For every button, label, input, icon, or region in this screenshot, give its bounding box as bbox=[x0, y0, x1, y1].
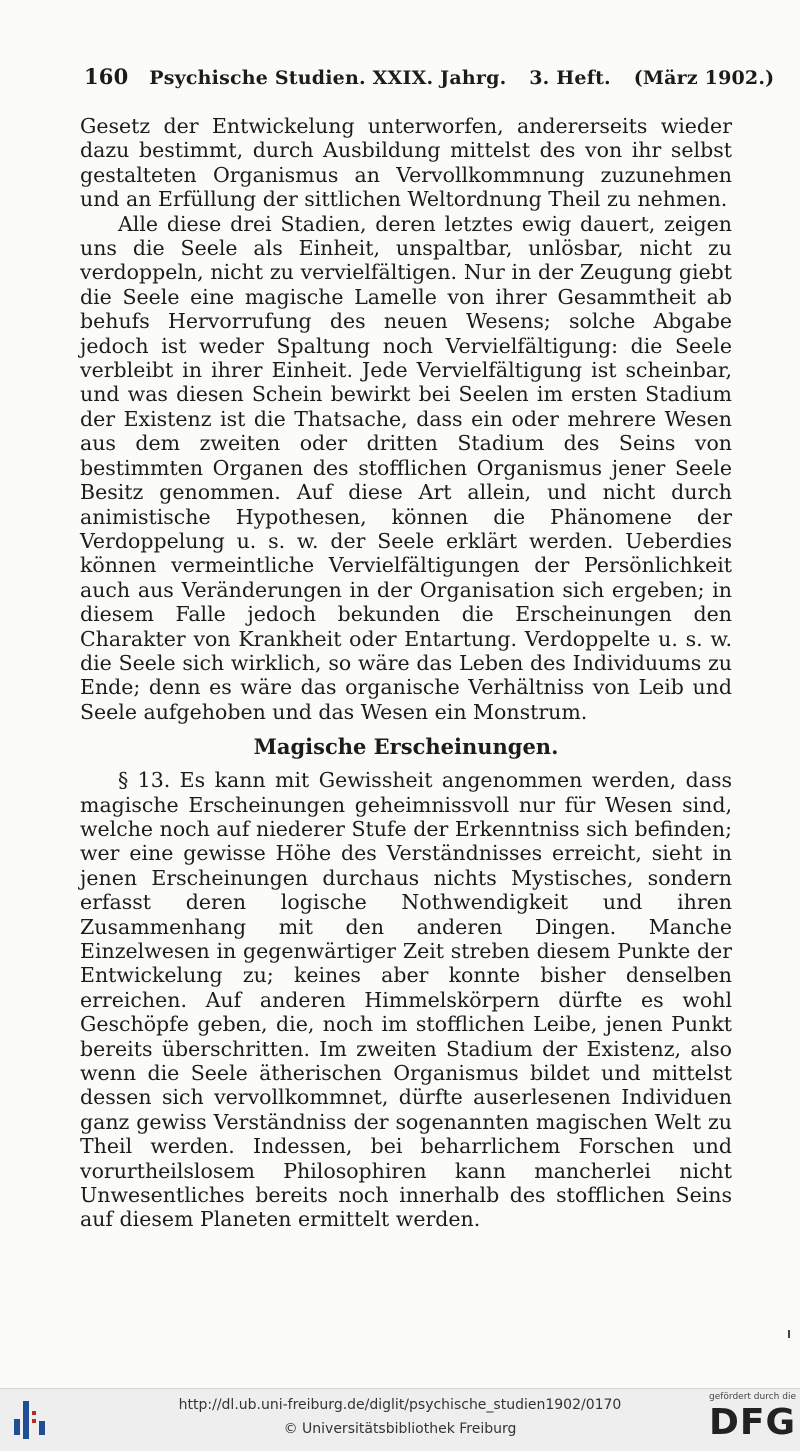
library-logo-icon bbox=[12, 1397, 48, 1441]
section-heading: Magische Erscheinungen. bbox=[253, 734, 559, 760]
body-text bbox=[80, 114, 732, 1232]
issue-date: (März 1902.) bbox=[633, 67, 775, 89]
paragraph-continuation: Gesetz der Entwickelung unterworfen, andererseits wieder dazu bestimmt, durch Ausbildung mittelst des von ihr selbst gestalteten Organismus an Vervollkommnung zuzunehmen und an Erfüllung der sittlichen Weltordnung Theil zu nehmen. bbox=[80, 114, 732, 212]
paragraph-section-13: § 13. Es kann mit Gewissheit angenommen werden, dass magische Erscheinungen geheimnissvoll nur für Wesen sind, welche noch auf niederer Stufe der Erkenntniss sich befinden; wer eine gewisse Höhe des Verständnisses erreicht, sieht in jenen Erscheinungen durchaus nichts Mystisches, sondern erfasst deren logische Nothwendigkeit und ihren Zusammenhang mit den anderen Dingen. Manche Einzelwesen in gegenwärtiger Zeit streben diesem Punkte der Entwickelung zu; keines aber konnte bisher denselben erreichen. Auf anderen Himmelskörpern dürfte es wohl Geschöpfe geben, die, noch im stofflichen Leibe, jenen Punkt bereits überschritten. Im zweiten Stadium der Existenz, also wenn die Seele ätherischen Organismus bildet und mittelst dessen sich vervollkommnet, dürfte auserlesenen Individuen ganz gewiss Verständniss der sogenannten magischen Welt zu Theil werden. Indessen, bei beharrlichem Forschen und vorurtheilslosem Philosophiren kann mancherlei nicht Unwesentliches bereits noch innerhalb des stofflichen Seins auf diesem Planeten ermittelt werden. bbox=[80, 768, 732, 1232]
running-head bbox=[84, 64, 775, 89]
dfg-funding-note: gefördert durch die bbox=[709, 1392, 796, 1402]
dfg-logo bbox=[700, 1391, 796, 1449]
journal-title: Psychische Studien. XXIX. Jahrg. bbox=[149, 67, 507, 89]
margin-mark bbox=[788, 1330, 790, 1338]
dfg-logo-text: DFG bbox=[708, 1402, 796, 1443]
paragraph-stages: Alle diese drei Stadien, deren letztes ewig dauert, zeigen uns die Seele als Einheit, unspaltbar, unlösbar, nicht zu verdoppeln, nicht zu vervielfältigen. Nur in der Zeugung giebt die Seele eine magische Lamelle von ihrer Gesammtheit ab behufs Hervorrufung des neuen Wesens; solche Abgabe jedoch ist weder Spaltung noch Vervielfältigung: die Seele verbleibt in ihrer Einheit. Jede Vervielfältigung ist scheinbar, und was diesen Schein bewirkt bei Seelen im ersten Stadium der Existenz ist die Thatsache, dass ein oder mehrere Wesen aus dem zweiten oder dritten Stadium des Seins von bestimmten Organen des stofflichen Organismus jener Seele Besitz genommen. Auf diese Art allein, und nicht durch animistische Hypothesen, können die Phänomene der Verdoppelung u. s. w. der Seele erklärt werden. Ueberdies können vermeintliche Vervielfältigungen der Persönlichkeit auch aus Veränderungen in der Organisation sich ergeben; in diesem Falle jedoch bekunden die Erscheinungen den Charakter von Krankheit oder Entartung. Verdoppelte u. s. w. die Seele sich wirklich, so wäre das Leben des Individuums zu Ende; denn es wäre das organische Verhältniss von Leib und Seele aufgehoben und das Wesen ein Monstrum. bbox=[80, 211, 732, 724]
footer-bar bbox=[0, 1388, 800, 1451]
permalink-url[interactable]: http://dl.ub.uni-freiburg.de/diglit/psychische_studien1902/0170 bbox=[178, 1397, 622, 1413]
issue-number: 3. Heft. bbox=[529, 67, 611, 89]
copyright-notice: © Universitätsbibliothek Freiburg bbox=[283, 1421, 517, 1437]
page-number: 160 bbox=[84, 64, 129, 89]
